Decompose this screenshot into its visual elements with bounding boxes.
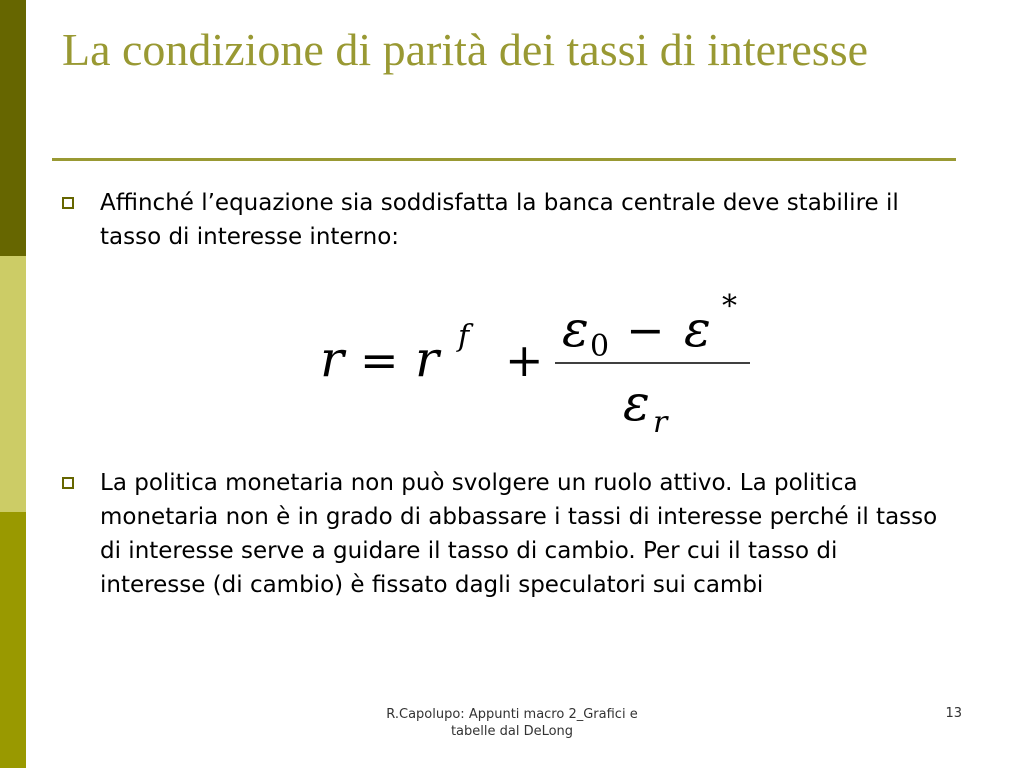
- equation-star-superscript: *: [722, 289, 737, 324]
- bullet-item-2: [62, 466, 942, 602]
- equation-numerator-epsilon-star: ε: [684, 300, 711, 358]
- equation-denominator-epsilon: ε: [623, 374, 650, 432]
- equation-minus: −: [626, 303, 665, 357]
- equation-rf-superscript: f: [458, 319, 470, 354]
- equation-numerator-subscript: 0: [590, 329, 610, 364]
- equation-denominator-subscript: r: [653, 405, 668, 440]
- bullet-text-1: Affinché l’equazione sia soddisfatta la banca centrale deve stabilire il tasso di interesse interno:: [100, 190, 899, 250]
- side-bar-bottom: [0, 512, 26, 768]
- equation-plus: +: [505, 333, 544, 387]
- side-bar-top: [0, 0, 26, 256]
- square-bullet-icon: [62, 197, 74, 209]
- title-divider: [52, 158, 956, 161]
- equation: [300, 280, 780, 440]
- footer-text: R.Capolupo: Appunti macro 2_Grafici e tabelle dal DeLong: [386, 707, 638, 739]
- square-bullet-icon: [62, 477, 74, 489]
- equation-numerator-epsilon: ε: [562, 300, 589, 358]
- bullet-text-2: La politica monetaria non può svolgere un ruolo attivo. La politica monetaria non è in grado di abbassare i tassi di interesse perché il tasso di interesse serve a guidare il tasso di cambio. Per cui il tasso di interesse (di cambio) è fissato dagli speculatori sui cambi: [100, 470, 938, 598]
- bullet-item-1: [62, 186, 942, 254]
- equation-rf-base: r: [415, 330, 439, 388]
- side-bar-middle: [0, 256, 26, 512]
- equation-graphic: [300, 280, 780, 440]
- equation-lhs-r: r: [320, 330, 344, 388]
- slide-title: La condizione di parità dei tassi di interesse: [62, 24, 869, 75]
- page-number: 13: [945, 706, 962, 721]
- equation-equals: =: [360, 333, 399, 387]
